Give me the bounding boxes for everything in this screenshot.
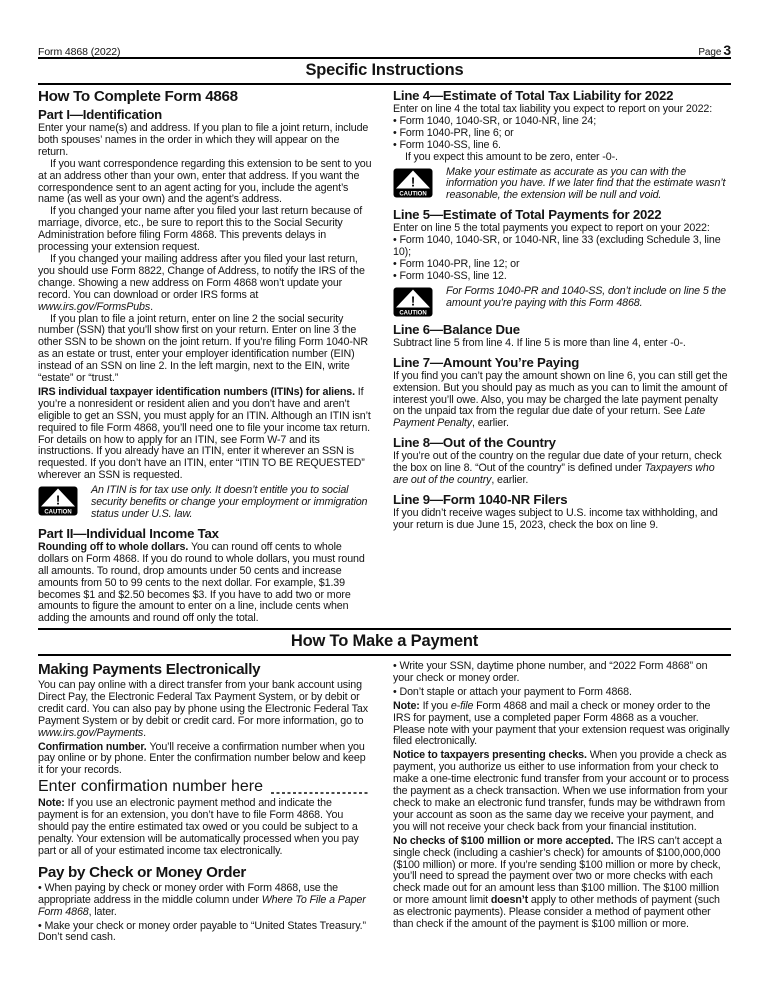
electronic-paragraph-1: You can pay online with a direct transfer from your bank account using Direct Pay, the Electronic Federal Tax Payment System, or by debit or credit card. You can also pay by phone using the Electronic Federal Tax Payment System or by debit or credit card. For more information, go to www.irs.gov/Payments.: [38, 679, 368, 739]
line9-paragraph: If you didn’t receive wages subject to U.S. income tax withholding, and your return is due June 15, 2023, check the box on line 9.: [393, 506, 718, 531]
line8-paragraph: If you’re out of the country on the regular due date of your return, check the box on line 8. “Out of the country” is defined under Taxpayers who are out of the country, earlier.: [393, 450, 722, 487]
identification-paragraph-5: If you plan to file a joint return, enter on line 2 the social security number (SSN) that you’ll show first on your return. Enter on line 3 the other SSN to be shown on the joint return. If you’re filing Form 1040-NR as an estate or trust, enter your employer identification number (EIN) instead of an SSN on line 2. In the left margin, next to the EIN, write “estate” or “trust.”: [38, 312, 368, 385]
caution-icon: [393, 168, 433, 198]
caution-text: Make your estimate as accurate as you can with the information you have. If we later find that the estimate wasn’t reasonable, the extension will be null and void.: [446, 165, 726, 202]
confirmation-fillin-line: [271, 792, 370, 794]
confirmation-fillin-label: Enter confirmation number here: [38, 778, 263, 796]
part1-heading: Part I—Identification: [38, 107, 163, 122]
line6-heading: Line 6—Balance Due: [393, 321, 520, 337]
identification-paragraph-3: If you changed your name after you filed your last return because of marriage, divorce, etc., be sure to report this to the Social Security Administration before filing Form 4868. This prevents delays in processing your extension request.: [38, 205, 363, 254]
line5-bullet-3: • Form 1040-SS, line 12.: [393, 269, 507, 282]
line5-intro: Enter on line 5 the total payments you expect to report on your 2022:: [393, 222, 710, 235]
line4-zero-note: If you expect this amount to be zero, enter -0-.: [405, 150, 618, 163]
check-note-bullet-1: • Write your SSN, daytime phone number, and “2022 Form 4868” on your check or money order.: [393, 660, 708, 684]
line4-bullet-3: • Form 1040-SS, line 6.: [393, 138, 501, 151]
line8-heading: Line 8—Out of the Country: [393, 435, 556, 451]
caution-note-itin: [38, 485, 372, 521]
pay-by-check-heading: Pay by Check or Money Order: [38, 863, 246, 881]
how-to-complete-section: [38, 88, 372, 625]
line9-heading: Line 9—Form 1040-NR Filers: [393, 491, 568, 507]
page-indicator: [698, 42, 731, 58]
line4-intro: Enter on line 4 the total tax liability you expect to report on your 2022:: [393, 103, 713, 115]
caution-text: An ITIN is for tax use only. It doesn’t entitle you to social security benefits or change your employment or immigration status under U.S. law.: [91, 484, 368, 520]
line6-paragraph: Subtract line 5 from line 4. If line 5 is more than line 4, enter -0-.: [393, 336, 686, 349]
no-checks-100m-paragraph: No checks of $100 million or more accepted. The IRS can’t accept a single check (including a cashier’s check) for amounts of $100,000,000 ($100 million) or more. If you’re sending $100 million or more by check, you’ll need to spread the payment over two or more checks with each check made out for an amount less than $100 million. The $100 million or more amount limit doesn’t apply to other methods of payment (such as electronic payments). Please consider a method of payment other than check if the amount of the payment is $100 million or more.: [393, 834, 722, 931]
caution-text: For Forms 1040-PR and 1040-SS, don’t include on line 5 the amount you’re paying with this Form 4868.: [446, 284, 726, 309]
line5-bullet-2: • Form 1040-PR, line 12; or: [393, 257, 520, 270]
caution-note-line5: [393, 286, 730, 317]
payment-check-notes-section: [393, 661, 730, 931]
check-bullet-2: • Make your check or money order payable to “United States Treasury.” Don’t send cash.: [38, 919, 366, 944]
caution-icon: [393, 287, 433, 317]
line7-paragraph: If you find you can’t pay the amount shown on line 6, you can still get the extension. But you should pay as much as you can to limit the amount of interest you’ll owe. Also, you may be charged the late payment penalty on the unpaid tax from the regular due date of your return. See Late Payment Penalty, earlier.: [393, 369, 728, 430]
confirmation-number-fillin: [38, 778, 372, 796]
identification-paragraph-4: If you changed your mailing address after you filed your last return, you should use Form 8822, Change of Address, to notify the IRS of the change. Showing a new address on Form 4868 won’t update your record. You can download or order IRS forms at www.irs.gov/FormsPubs.: [38, 252, 365, 313]
caution-word: CAUTION: [399, 191, 427, 198]
making-payments-heading: Making Payments Electronically: [38, 661, 261, 678]
identification-paragraph-1: Enter your name(s) and address. If you plan to file a joint return, include both spouses’ names in the order in which they will appear on the return.: [38, 122, 369, 158]
caution-word: CAUTION: [44, 509, 72, 516]
caution-note-line4: [393, 167, 730, 203]
line-instructions-section: [393, 88, 730, 532]
itin-paragraph: IRS individual taxpayer identification numbers (ITINs) for aliens. If you’re a nonresident or resident alien and you don’t have and aren’t eligible to get an SSN, you must apply for an ITIN. Although an ITIN isn’t required to file Form 4868, you’ll need one to file your income tax return. For details on how to apply for an ITIN, see Form W-7 and its instructions. If you already have an ITIN, enter it wherever an SSN is requested. If you don’t have an ITIN, enter “ITIN TO BE REQUESTED” wherever an SSN is requested.: [38, 385, 371, 482]
page-number: 3: [723, 42, 731, 58]
check-note-bullet-2: • Don’t staple or attach your payment to Form 4868.: [393, 685, 632, 698]
caution-icon: [38, 486, 78, 516]
identification-paragraph-2: If you want correspondence regarding this extension to be sent to you at an address other than your own, enter that address. If you want the correspondence sent to an agent acting for you, include the agent’s name (as well as your own) and the agent’s address.: [38, 157, 372, 206]
exclamation-glyph: !: [55, 492, 61, 508]
page-header: [38, 42, 731, 58]
notice-checks-paragraph: Notice to taxpayers presenting checks. When you provide a check as payment, you authorize us either to use information from your check to make a one-time electronic fund transfer from your account or to process the payment as a check transaction. When we use information from your check to make an electronic fund transfer, funds may be withdrawn from your account as soon as the same day we receive your payment, and you will not receive your check back from your financial institution.: [393, 749, 729, 833]
specific-instructions-title: Specific Instructions: [38, 57, 731, 85]
line5-heading: Line 5—Estimate of Total Payments for 2022: [393, 207, 662, 223]
page-word: Page: [698, 47, 722, 58]
confirmation-number-paragraph: Confirmation number. You’ll receive a confirmation number when you pay online or by phone. Enter the confirmation number below and keep it for your records.: [38, 740, 366, 777]
caution-word: CAUTION: [399, 310, 427, 317]
check-bullet-1: • When paying by check or money order with Form 4868, use the appropriate address in the middle column under Where To File a Paper Form 4868, later.: [38, 881, 366, 918]
exclamation-glyph: !: [410, 174, 416, 190]
form-number-label: Form 4868 (2022): [38, 46, 121, 58]
electronic-note-paragraph: Note: If you use an electronic payment method and indicate the payment is for an extension, you don’t have to file Form 4868. You should pay the entire estimated tax owed or you could be subject to a penalty. Your extension will be automatically processed when you pay part or all of your estimated income tax electronically.: [38, 797, 359, 857]
rounding-paragraph: Rounding off to whole dollars. You can round off cents to whole dollars on Form 4868. If you do round to whole dollars, you must round all amounts. To round, drop amounts under 50 cents and increase amounts from 50 to 99 cents to the next dollar. For example, $1.39 becomes $1 and $2.50 becomes $3. If you have to add two or more amounts to figure the amount to enter on a line, include cents when adding the amounts and round off only the total.: [38, 540, 365, 625]
part2-heading: Part II—Individual Income Tax: [38, 525, 219, 541]
efile-note-paragraph: Note: If you e-file Form 4868 and mail a check or money order to the IRS for payment, use a completed paper Form 4868 as a voucher. Please note with your payment that your extension request was originally filed electronically.: [393, 699, 730, 748]
exclamation-glyph: !: [410, 293, 416, 309]
line5-bullet-1: • Form 1040, 1040-SR, or 1040-NR, line 33 (excluding Schedule 3, line 10);: [393, 234, 721, 259]
making-payments-section: [38, 661, 372, 944]
line4-heading: Line 4—Estimate of Total Tax Liability for 2022: [393, 88, 674, 103]
line4-bullet-2: • Form 1040-PR, line 6; or: [393, 126, 514, 139]
line7-heading: Line 7—Amount You’re Paying: [393, 354, 580, 370]
how-to-make-payment-title: How To Make a Payment: [38, 628, 731, 656]
line4-bullet-1: • Form 1040, 1040-SR, or 1040-NR, line 24;: [393, 114, 597, 127]
how-to-complete-heading: How To Complete Form 4868: [38, 88, 238, 105]
